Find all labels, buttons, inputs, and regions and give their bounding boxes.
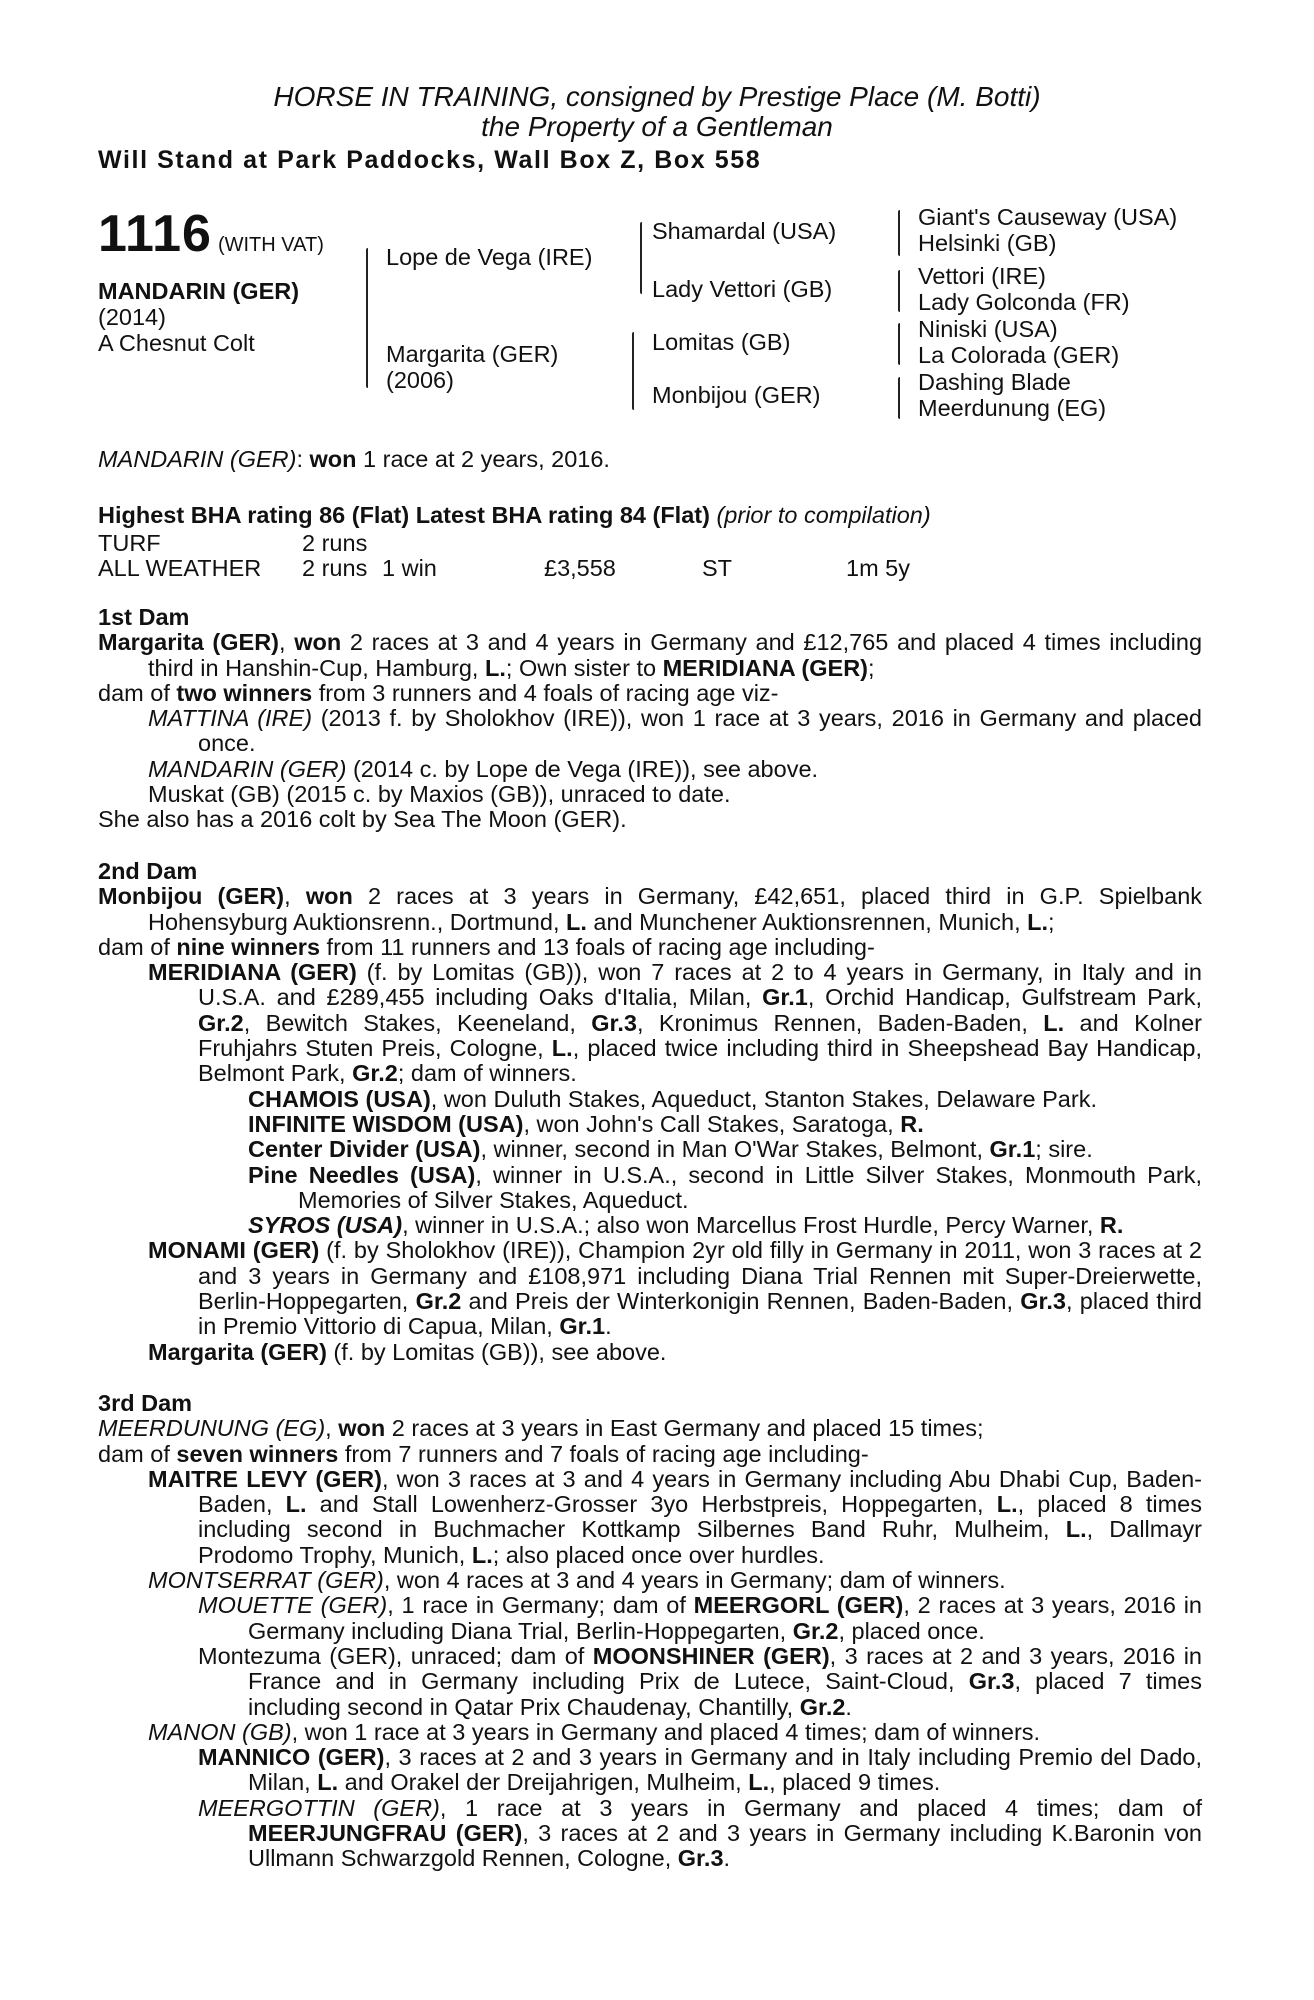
brace-4a <box>898 210 900 256</box>
gen3-3: Vettori (IRE) <box>918 263 1046 289</box>
offspring-entry: MANON (GB), won 1 race at 3 years in Germany and placed 4 times; dam of winners. <box>148 1718 1041 1745</box>
dam-record: Margarita (GER), won 2 races at 3 and 4 years in Germany and £12,765 and placed 4 times including third in Hanshin-Cup, Hamburg, L.; Own sister to MERIDIANA (GER); <box>98 629 1203 681</box>
dam-of-line: dam of seven winners from 7 runners and 7 foals of racing age including- <box>98 1440 869 1467</box>
dam-dam: Monbijou (GER) <box>652 382 821 408</box>
property-line: the Property of a Gentleman <box>481 111 833 142</box>
offspring-entry: MERIDIANA (GER) (f. by Lomitas (GB)), won 7 races at 2 to 4 years in Germany, in Italy and in U.S.A. and £289,455 including Oaks d'Italia, Milan, Gr.1, Orchid Handicap, Gulfstream Park, Gr.2, Bewitch Stakes, Keeneland, Gr.3, Kronimus Rennen, Baden-Baden, L. and Kolner Fruhjahrs Stuten Preis, Cologne, L., placed twice including third in Sheepshead Bay Handicap, Belmont Park, Gr.2; dam of winners. <box>148 959 1202 1087</box>
lot-number: 1116 <box>98 205 212 263</box>
third-dam-section <box>98 1391 1202 1872</box>
consignor-line: HORSE IN TRAINING, consigned by Prestige Place (M. Botti) <box>273 81 1041 112</box>
vat-note: (WITH VAT) <box>217 234 324 256</box>
aw-prize: £3,558 <box>544 555 616 581</box>
lot-number-block <box>98 206 324 273</box>
grand-offspring: INFINITE WISDOM (USA), won John's Call Stakes, Saratoga, R. <box>248 1110 924 1137</box>
sire-dam: Lady Vettori (GB) <box>652 276 833 302</box>
offspring-entry: MANDARIN (GER) (2014 c. by Lope de Vega (IRE)), see above. <box>148 755 819 782</box>
aw-going: ST <box>702 555 733 581</box>
offspring-entry: Margarita (GER) (f. by Lomitas (GB)), see above. <box>148 1338 667 1365</box>
grand-offspring: SYROS (USA), winner in U.S.A.; also won Marcellus Frost Hurdle, Percy Warner, R. <box>248 1212 1124 1239</box>
gen3-8: Meerdunung (EG) <box>918 395 1107 421</box>
summary-horse: MANDARIN (GER) <box>98 446 297 472</box>
offspring-entry: MAITRE LEVY (GER), won 3 races at 3 and 4 years in Germany including Abu Dhabi Cup, Baden-Baden, L. and Stall Lowenherz-Grosser 3yo Herbstpreis, Hoppegarten, L., placed 8 times including second in Buchmacher Kottkamp Silbernes Band Ruhr, Mulheim, L., Dallmayr Prodomo Trophy, Munich, L.; also placed once over hurdles. <box>148 1465 1203 1568</box>
sire: Lope de Vega (IRE) <box>386 244 593 270</box>
dam-record: Monbijou (GER), won 2 races at 3 years in Germany, £42,651, placed third in G.P. Spielbank Hohensyburg Auktionsrenn., Dortmund, L. and Munchener Auktionsrennen, Munich, L.; <box>98 883 1203 935</box>
sire-sire: Shamardal (USA) <box>652 218 837 244</box>
grand-offspring: MANNICO (GER), 3 races at 2 and 3 years in Germany and in Italy including Premio del Dado, Milan, L. and Orakel der Dreijahrigen, Mulheim, L., placed 9 times. <box>198 1744 1203 1796</box>
horse-name: MANDARIN (GER) <box>98 278 300 304</box>
section-heading: 2nd Dam <box>98 858 198 884</box>
race-summary: MANDARIN (GER): won 1 race at 2 years, 2016. <box>98 446 610 472</box>
offspring-entry: MATTINA (IRE) (2013 f. by Sholokhov (IRE)), won 1 race at 3 years, 2016 in Germany and placed once. <box>148 705 1203 757</box>
turf-runs: 2 runs <box>302 530 368 556</box>
aw-label: ALL WEATHER <box>98 555 262 581</box>
horse-description: A Chesnut Colt <box>98 330 255 356</box>
aw-runs: 2 runs <box>302 555 368 581</box>
gen3-2: Helsinki (GB) <box>918 230 1057 256</box>
offspring-entry: Muskat (GB) (2015 c. by Maxios (GB)), unraced to date. <box>148 781 731 808</box>
gen3-7: Dashing Blade <box>918 369 1071 395</box>
section-heading: 1st Dam <box>98 604 190 630</box>
second-dam-section <box>98 859 1202 1365</box>
stand-line: Will Stand at Park Paddocks, Wall Box Z, Box 558 <box>98 146 762 174</box>
brace-4c <box>898 323 900 365</box>
grand-offspring: MOUETTE (GER), 1 race in Germany; dam of MEERGORL (GER), 2 races at 3 years, 2016 in Germany including Diana Trial, Berlin-Hoppegarten, Gr.2, placed once. <box>198 1592 1203 1644</box>
gen3-6: La Colorada (GER) <box>918 342 1120 368</box>
aw-wins: 1 win <box>382 555 437 581</box>
dam-of-line: dam of two winners from 3 runners and 4 foals of racing age viz- <box>98 679 779 706</box>
offspring-entry: MONAMI (GER) (f. by Sholokhov (IRE)), Champion 2yr old filly in Germany in 2011, won 3 races at 2 and 3 years in Germany and £108,971 including Diana Trial Rennen mit Super-Dreierwette, Berlin-Hoppegarten, Gr.2 and Preis der Winterkonigin Rennen, Baden-Baden, Gr.3, placed third in Premio Vittorio di Capua, Milan, Gr.1. <box>148 1237 1202 1340</box>
horse-year: (2014) <box>98 304 166 330</box>
first-dam-section <box>98 605 1202 833</box>
brace-4d <box>898 377 900 419</box>
turf-label: TURF <box>98 530 161 556</box>
dam-record: MEERDUNUNG (EG), won 2 races at 3 years in East Germany and placed 15 times; <box>98 1415 984 1442</box>
dam-brace <box>632 332 634 410</box>
grand-offspring: MEERGOTTIN (GER), 1 race at 3 years in Germany and placed 4 times; dam of MEERJUNGFRAU (GER), 3 races at 2 and 3 years in Germany including K.Baronin von Ullmann Schwarzgold Rennen, Cologne, Gr.3. <box>198 1794 1203 1872</box>
gen3-1: Giant's Causeway (USA) <box>918 204 1178 230</box>
gen3-5: Niniski (USA) <box>918 316 1058 342</box>
pedigree-brace <box>366 248 368 388</box>
aw-distance: 1m 5y <box>846 555 910 581</box>
grand-offspring: Center Divider (USA), winner, second in Man O'War Stakes, Belmont, Gr.1; sire. <box>248 1136 1093 1163</box>
also-note: She also has a 2016 colt by Sea The Moon (GER). <box>98 806 627 833</box>
gen3-4: Lady Golconda (FR) <box>918 289 1130 315</box>
rating-line: Highest BHA rating 86 (Flat) Latest BHA rating 84 (Flat) (prior to compilation) <box>98 502 931 528</box>
dam-year: (2006) <box>386 367 454 393</box>
dam: Margarita (GER) <box>386 341 559 367</box>
section-heading: 3rd Dam <box>98 1390 193 1416</box>
dam-of-line: dam of nine winners from 11 runners and 13 foals of racing age including- <box>98 933 875 960</box>
grand-offspring: Pine Needles (USA), winner in U.S.A., second in Little Silver Stakes, Monmouth Park, Memories of Silver Stakes, Aqueduct. <box>248 1161 1202 1213</box>
sire-brace <box>640 222 642 294</box>
offspring-entry: MONTSERRAT (GER), won 4 races at 3 and 4 years in Germany; dam of winners. <box>148 1567 1006 1594</box>
dam-sire: Lomitas (GB) <box>652 329 791 355</box>
brace-4b <box>898 270 900 312</box>
grand-offspring: Montezuma (GER), unraced; dam of MOONSHINER (GER), 3 races at 2 and 3 years, 2016 in France and in Germany including Prix de Lutece, Saint-Cloud, Gr.3, placed 7 times including second in Qatar Prix Chaudenay, Chantilly, Gr.2. <box>198 1642 1202 1720</box>
grand-offspring: CHAMOIS (USA), won Duluth Stakes, Aqueduct, Stanton Stakes, Delaware Park. <box>248 1085 1097 1112</box>
